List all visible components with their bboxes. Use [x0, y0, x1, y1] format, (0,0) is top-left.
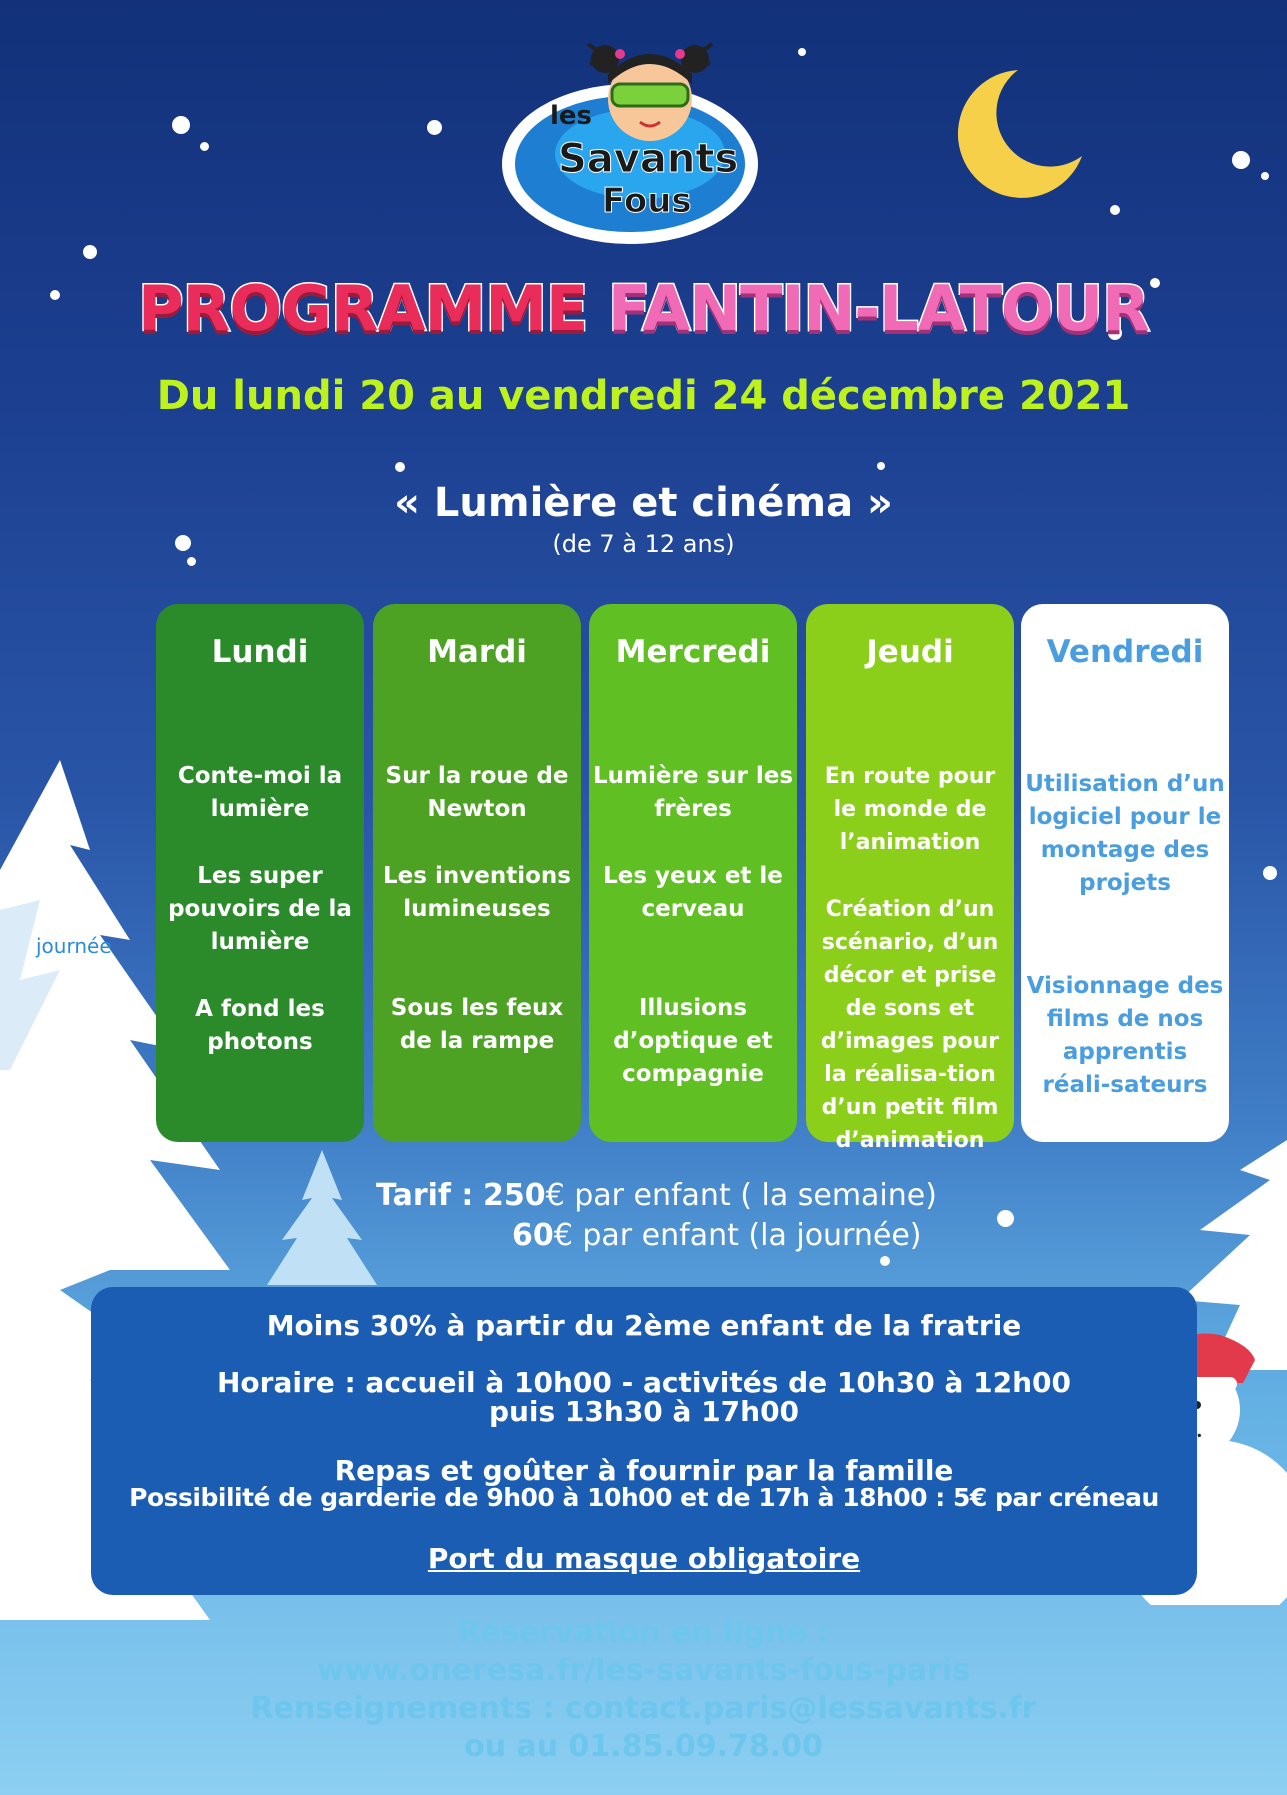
page-title [0, 272, 1287, 345]
star [172, 116, 190, 134]
day-column-mercredi [589, 604, 797, 1142]
tarif-label: Tarif : [376, 1178, 474, 1213]
day-name: Vendredi [1046, 634, 1204, 670]
reservation-info [0, 1614, 1287, 1766]
day-column-mardi [373, 604, 581, 1142]
age-range: (de 7 à 12 ans) [552, 530, 735, 558]
tarif-week-price: 250 [482, 1178, 546, 1213]
day-column-vendredi [1021, 604, 1229, 1142]
tarif-day [512, 1218, 922, 1253]
star [880, 1256, 890, 1266]
mask-notice: Port du masque obligatoire [427, 1542, 861, 1575]
side-label-journee: journée [36, 934, 112, 958]
star [997, 1210, 1014, 1227]
savants-fous-logo [490, 14, 770, 254]
star [1263, 866, 1277, 880]
logo-text-les: les [550, 101, 593, 131]
activity: Lumière sur les frères [593, 763, 794, 822]
reservation-label: Réservation en ligne : [457, 1615, 830, 1650]
tarif-day-price: 60 [512, 1218, 554, 1253]
activity: Les yeux et le cerveau [603, 863, 783, 922]
activity: Les super pouvoirs de la lumière [168, 863, 352, 955]
tarif-week-text: € par enfant ( la semaine) [545, 1178, 937, 1213]
star [1261, 172, 1269, 180]
logo-text-savants: Savants [558, 136, 739, 182]
dates: Du lundi 20 au vendredi 24 décembre 2021 [156, 373, 1131, 419]
activity: Sur la roue de Newton [385, 763, 569, 822]
moon-icon [948, 64, 1086, 204]
day-column-jeudi [806, 604, 1014, 1153]
title-fantin-latour: FANTIN-LATOUR [607, 272, 1149, 345]
hours-text-2: puis 13h30 à 17h00 [488, 1395, 800, 1428]
hours-text: Horaire : accueil à 10h00 - activités de 10h30 à 12h00 [216, 1366, 1072, 1399]
activity: Visionnage des films de nos apprentis réali-sateurs [1026, 973, 1224, 1098]
activity: Création d’un scénario, d’un décor et prise de sons et d’images pour la réalisa-tion d’un petit film d’animation [820, 897, 1000, 1153]
star [187, 557, 196, 566]
logo-graphic [490, 14, 770, 254]
activity: Sous les feux de la rampe [390, 995, 564, 1054]
star [1232, 151, 1250, 169]
small-tree [262, 1150, 382, 1290]
info-box [91, 1287, 1197, 1595]
tarif-day-text: € par enfant (la journée) [553, 1218, 922, 1253]
contact-email[interactable]: Renseignements : contact.paris@lessavants.fr [250, 1691, 1037, 1726]
reservation-url[interactable]: www.oneresa.fr/les-savants-fous-paris [316, 1653, 971, 1688]
day-name: Mercredi [615, 634, 771, 670]
title-programme: PROGRAMME [138, 272, 588, 345]
activity: Conte-moi la lumière [177, 763, 343, 822]
meals-text: Repas et goûter à fournir par la famille [334, 1454, 954, 1487]
star [798, 48, 806, 56]
activity: Les inventions lumineuses [383, 863, 571, 922]
star [427, 120, 442, 135]
activity: En route pour le monde de l’animation [824, 764, 996, 855]
contact-phone[interactable]: ou au 01.85.09.78.00 [464, 1729, 823, 1764]
star [83, 245, 97, 259]
activity: Utilisation d’un logiciel pour le montage des projets [1025, 771, 1225, 896]
logo-text-fous: Fous [602, 181, 692, 221]
activity: A fond les photons [195, 996, 325, 1055]
star [877, 462, 885, 470]
star [200, 142, 209, 151]
daycare-text: Possibilité de garderie de 9h00 à 10h00 et de 17h à 18h00 : 5€ par créneau [129, 1483, 1159, 1512]
activity: Illusions d’optique et compagnie [613, 995, 773, 1087]
star [1110, 205, 1120, 215]
day-column-lundi [156, 604, 364, 1142]
tarif-week [376, 1178, 937, 1213]
star [395, 462, 405, 472]
theme-title: « Lumière et cinéma » [394, 480, 893, 526]
day-name: Lundi [211, 634, 309, 670]
day-name: Mardi [427, 634, 527, 670]
day-name: Jeudi [866, 634, 954, 670]
discount-text: Moins 30% à partir du 2ème enfant de la fratrie [266, 1309, 1022, 1342]
